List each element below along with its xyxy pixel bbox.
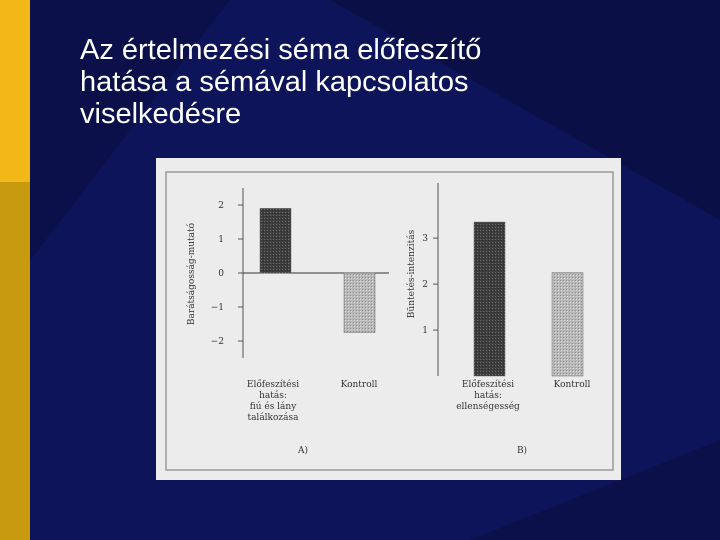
panel-b-category-1-line-1: Előfeszítési	[461, 380, 515, 390]
panel-b-tick-label: 3	[422, 234, 428, 245]
slide-title-line-1: Az értelmezési séma előfeszítő	[80, 34, 482, 66]
panel-a-tick-label: 1	[218, 235, 224, 245]
panel-a-bar-priming	[260, 208, 291, 273]
figure-canvas	[156, 158, 621, 480]
scanned-figure	[156, 158, 621, 480]
panel-b-y-label: Büntetés-intenzitás	[407, 229, 417, 319]
panel-a-category-1-line-3: fiú és lány	[249, 402, 297, 412]
left-accent-bar-top	[0, 0, 30, 182]
panel-b-bar-priming	[474, 222, 505, 376]
panel-a-category-1-line-1: Előfeszítési	[246, 380, 300, 390]
panel-b-bar-control	[552, 273, 583, 376]
panel-b-category-1-line-2: hatás:	[474, 391, 502, 401]
panel-a-category-1-line-4: találkozása	[247, 413, 299, 423]
panel-a-tick-label: −2	[210, 337, 224, 347]
slide-title-line-2: hatása a sémával kapcsolatos	[80, 66, 469, 98]
slide-title	[80, 34, 700, 130]
panel-a-tick-label: 0	[218, 269, 224, 279]
panel-b-category-1-line-3: ellenségesség	[456, 402, 520, 412]
panel-a-label: A)	[297, 446, 309, 456]
panel-a-category-2-label: Kontroll	[340, 380, 378, 390]
panel-b-label: B)	[516, 446, 528, 456]
panel-a-y-label: Barátságosság-mutató	[187, 222, 197, 326]
panel-b-tick-label: 2	[422, 280, 428, 291]
panel-a-bar-control	[344, 273, 375, 333]
panel-a-tick-label: 2	[218, 201, 224, 211]
panel-a-category-1-line-2: hatás:	[259, 391, 287, 401]
left-accent-bar-bottom	[0, 182, 30, 540]
figure-paper	[156, 158, 621, 480]
slide-title-line-3: viselkedésre	[80, 98, 242, 130]
panel-b-tick-label: 1	[422, 326, 428, 337]
panel-a-tick-label: −1	[210, 303, 224, 313]
panel-b-category-2-label: Kontroll	[553, 380, 591, 390]
